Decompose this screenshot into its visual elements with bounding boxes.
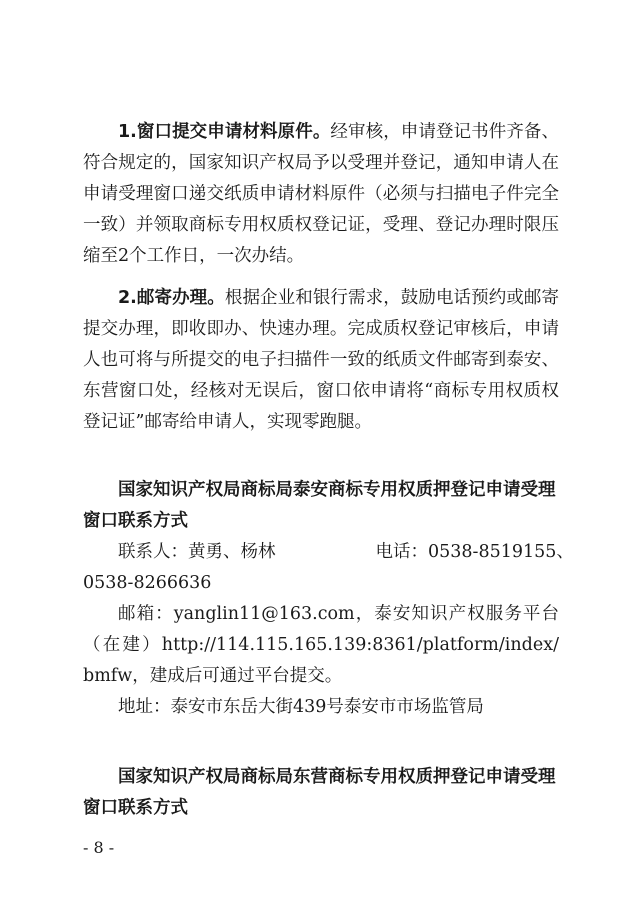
taian-phone-continued: 0538-8266636 bbox=[83, 573, 212, 593]
taian-contact-line bbox=[83, 537, 594, 568]
section-1-text: 经审核，申请登记书件齐备、符合规定的，国家知识产权局予以受理并登记，通知申请人在申请受理窗口递交纸质申请材料原件（必须与扫描电子件完全一致）并领取商标专用权质权登记证，受理、登记办理时限压缩至2个工作日，一次办结。 bbox=[83, 122, 560, 266]
taian-phone: 电话：0538-8519155、 bbox=[375, 542, 574, 562]
section-2-text: 根据企业和银行需求，鼓励电话预约或邮寄提交办理，即收即办、快速办理。完成质权登记审核后，申请人也可将与所提交的电子扫描件一致的纸质文件邮寄到泰安、东营窗口处，经核对无误后，窗口依申请将“商标专用权质权登记证”邮寄给申请人，实现零跑腿。 bbox=[83, 288, 560, 432]
section-2-paragraph bbox=[83, 283, 559, 438]
taian-contact-person: 联系人：黄勇、杨林 bbox=[118, 542, 276, 562]
taian-window-heading: 国家知识产权局商标局泰安商标专用权质押登记申请受理窗口联系方式 bbox=[83, 480, 556, 531]
section-1-label: 1.窗口提交申请材料原件。 bbox=[118, 122, 331, 142]
section-1-paragraph bbox=[83, 117, 559, 272]
section-2-label: 2.邮寄办理。 bbox=[118, 288, 225, 308]
page-number: - 8 - bbox=[83, 838, 115, 857]
taian-email-platform: 邮箱：yanglin11@163.com，泰安知识产权服务平台（在建）http://114.115.165.139:8361/platform/index/bmfw，建成后可通过平台提交。 bbox=[83, 604, 559, 686]
taian-address: 地址：泰安市东岳大街439号泰安市市场监管局 bbox=[118, 697, 484, 717]
dongying-window-heading: 国家知识产权局商标局东营商标专用权质押登记申请受理窗口联系方式 bbox=[83, 767, 556, 818]
